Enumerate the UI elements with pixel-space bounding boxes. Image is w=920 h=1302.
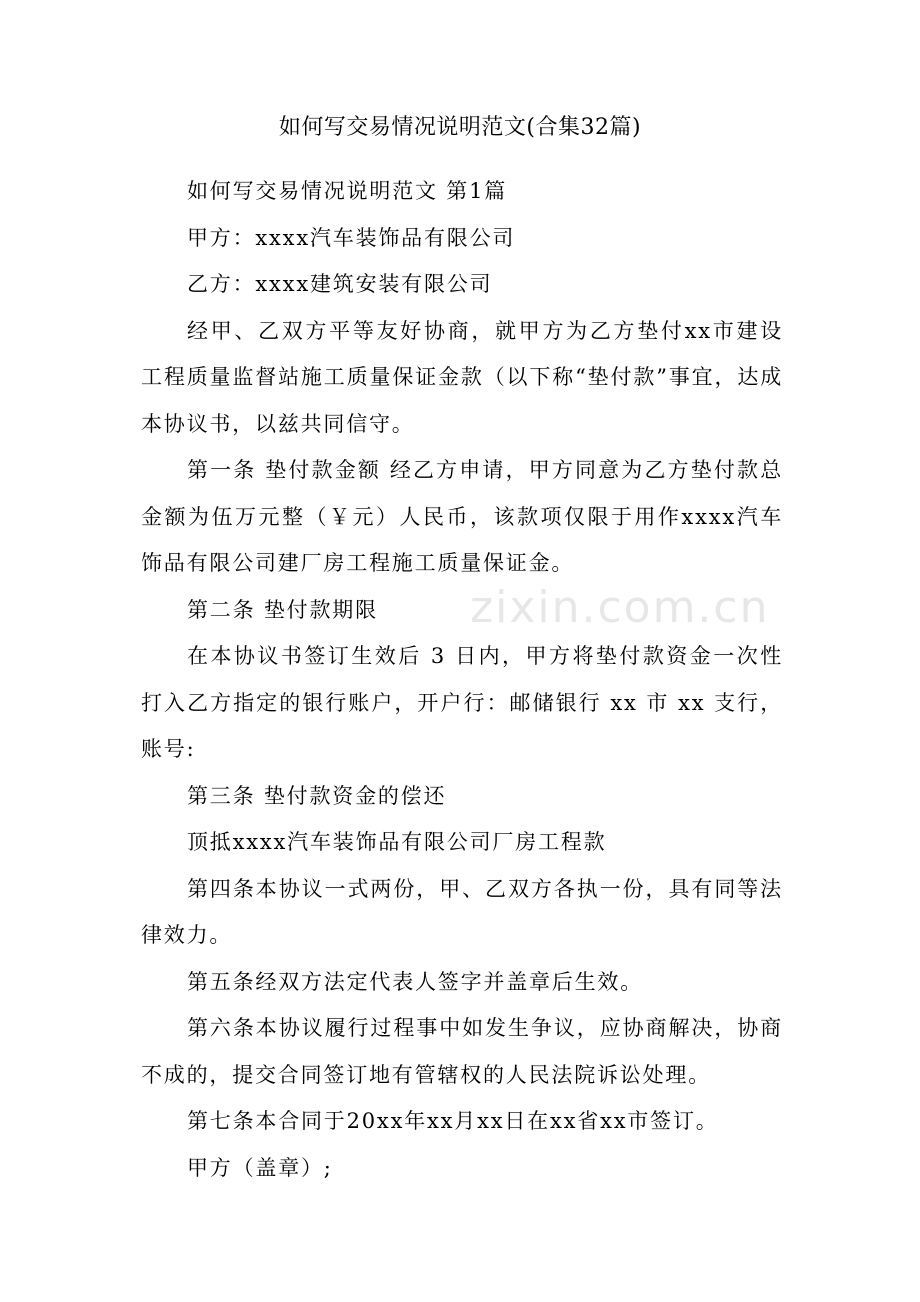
- paragraph-article-3-body: 顶抵xxxx汽车装饰品有限公司厂房工程款: [187, 830, 607, 854]
- paragraph-article-2-heading: 第二条 垫付款期限: [187, 597, 378, 622]
- paragraph-article-1: 第一条 垫付款金额 经乙方申请，甲方同意为乙方垫付款总金额为伍万元整（￥元）人民币，该款项仅限于用作xxxx汽车饰品有限公司建厂房工程施工质量保证金。: [141, 458, 783, 575]
- paragraph-signature-party-a: 甲方（盖章）;: [187, 1155, 333, 1180]
- paragraph-article-4: 第四条本协议一式两份，甲、乙双方各执一份，具有同等法律效力。: [141, 876, 783, 947]
- paragraph-article-3-heading: 第三条 垫付款资金的偿还: [187, 783, 447, 808]
- paragraph-article-5: 第五条经双方法定代表人签字并盖章后生效。: [187, 969, 643, 994]
- paragraph-section-heading: 如何写交易情况说明范文 第1篇: [187, 179, 508, 203]
- paragraph-article-7: 第七条本合同于20xx年xx月xx日在xx省xx市签订。: [187, 1109, 719, 1133]
- paragraph-article-2-body: 在本协议书签订生效后 3 日内，甲方将垫付款资金一次性打入乙方指定的银行账户，开户行：邮储银行 xx 市 xx 支行，账号:: [141, 644, 783, 761]
- document-body: [141, 168, 783, 1191]
- document-title: 如何写交易情况说明范文(合集32篇): [278, 115, 642, 140]
- paragraph-party-a: 甲方：xxxx汽车装饰品有限公司: [187, 225, 516, 250]
- paragraph-party-b: 乙方：xxxx建筑安装有限公司: [187, 272, 493, 296]
- paragraph-preamble: 经甲、乙双方平等友好协商，就甲方为乙方垫付xx市建设工程质量监督站施工质量保证金款（以下称“垫付款”事宜，达成本协议书，以兹共同信守。: [141, 318, 783, 436]
- watermark: zixin.com.cn: [470, 582, 770, 633]
- paragraph-article-6: 第六条本协议履行过程事中如发生争议，应协商解决，协商不成的，提交合同签订地有管辖权的人民法院诉讼处理。: [141, 1016, 783, 1087]
